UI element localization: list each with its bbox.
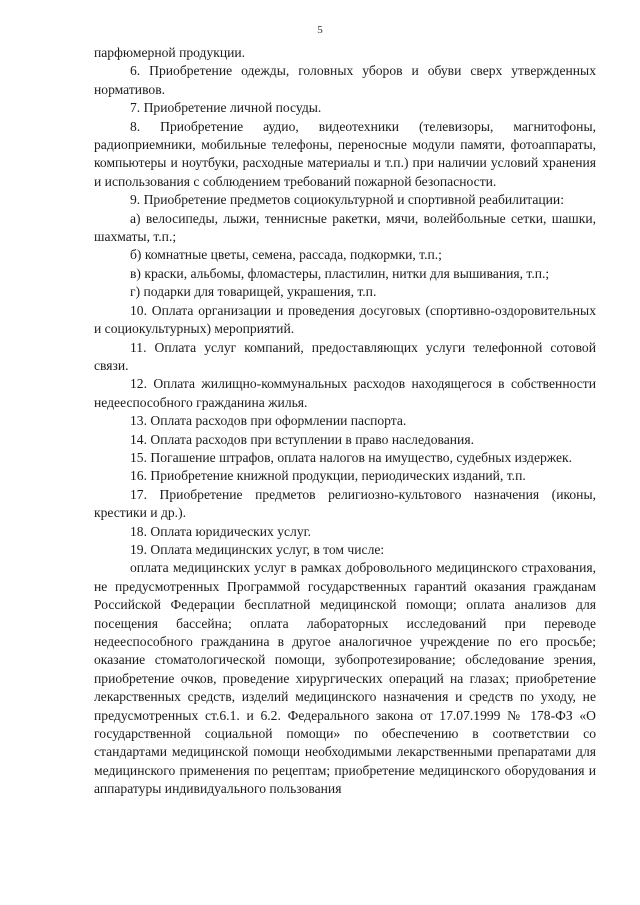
paragraph-item-8: 8. Приобретение аудио, видеотехники (телевизоры, магнитофоны, радиоприемники, мобильные телефоны, переносные модули памяти, фотоаппараты, компьютеры и ноутбуки, расходные материалы и т.п.) при наличии условий хранения и использования с соблюдением требований пожарной безопасности.	[94, 118, 596, 189]
paragraph-item-6: 6. Приобретение одежды, головных уборов и обуви сверх утвержденных нормативов.	[94, 63, 596, 97]
paragraph-item-17: 17. Приобретение предметов религиозно-культового назначения (иконы, крестики и др.).	[94, 486, 596, 521]
paragraph-medical-services: оплата медицинских услуг в рамках добровольного медицинского страхования, не предусмотренных Программой государственных гарантий оказания гражданам Российской Федерации бесплатной медицинской помощи; оплата анализов для посещения бассейна; оплата лабораторных исследований при переводе недееспособного гражданина в другое аналогичное учреждение по его просьбе; оказание стоматологической помощи, зубопротезирование; обследование зрения, приобретение очков, проведение хирургических операций на глазах; приобретение лекарственных средств, изделий медицинского назначения и средств по уходу, не предусмотренных ст.6.1. и 6.2. Федерального закона от 17.07.1999 № 178-ФЗ «О государственной социальной помощи» по обеспечению в соответствии со стандартами медицинской помощи необходимыми лекарственными препаратами для медицинского применения по рецептам; приобретение медицинского оборудования и аппаратуры индивидуального пользования	[94, 560, 596, 797]
subitem-g: г) подарки для товарищей, украшения, т.п.	[130, 284, 377, 300]
paragraph-item-9: 9. Приобретение предметов социокультурной и спортивной реабилитации:	[130, 192, 564, 208]
paragraph-item-12: 12. Оплата жилищно-коммунальных расходов находящегося в собственности недееспособного гражданина жилья.	[94, 376, 596, 410]
paragraph-item-11: 11. Оплата услуг компаний, предоставляющих услуги телефонной сотовой связи.	[94, 339, 596, 373]
paragraph-item-7: 7. Приобретение личной посуды.	[130, 100, 322, 116]
paragraph-item-19: 19. Оплата медицинских услуг, в том числе:	[130, 541, 385, 557]
paragraph-item-10: 10. Оплата организации и проведения досуговых (спортивно-оздоровительных и социокультурных) мероприятий.	[94, 302, 596, 337]
subitem-a: а) велосипеды, лыжи, теннисные ракетки, мячи, волейбольные сетки, шашки, шахматы, т.п.;	[94, 210, 596, 245]
subitem-v: в) краски, альбомы, фломастеры, пластилин, нитки для вышивания, т.п.;	[130, 265, 550, 281]
paragraph-item-16: 16. Приобретение книжной продукции, периодических изданий, т.п.	[130, 468, 526, 484]
paragraph-item-13: 13. Оплата расходов при оформлении паспорта.	[130, 413, 407, 429]
document-body	[94, 44, 596, 799]
paragraph-tail: парфюмерной продукции.	[94, 45, 246, 60]
subitem-b: б) комнатные цветы, семена, рассада, подкормки, т.п.;	[130, 247, 442, 263]
page-number: 5	[317, 24, 323, 36]
paragraph-item-18: 18. Оплата юридических услуг.	[130, 523, 312, 539]
paragraph-item-15: 15. Погашение штрафов, оплата налогов на имущество, судебных издержек.	[130, 449, 573, 465]
paragraph-item-14: 14. Оплата расходов при вступлении в право наследования.	[130, 431, 474, 447]
